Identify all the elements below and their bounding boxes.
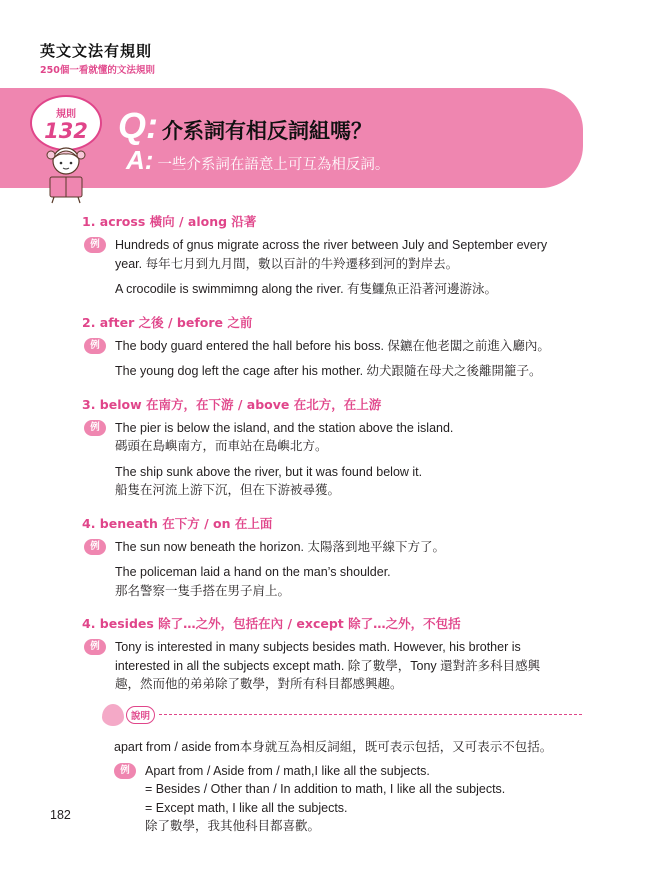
answer-text: 一些介系詞在語意上可互為相反詞。 (157, 157, 390, 173)
question-line (118, 105, 372, 147)
example-line: 那名警察一隻手搭在男子肩上。 (115, 583, 291, 598)
note-header (102, 702, 582, 728)
example-text (115, 419, 582, 456)
section-heading: 4. beneath 在下方 / on 在上面 (82, 515, 273, 531)
example-badge: 例 (84, 338, 106, 354)
example (84, 538, 582, 557)
rule-label: 規則 (56, 109, 76, 120)
example-text (145, 762, 582, 836)
droplet-icon (102, 704, 124, 726)
note-example (114, 762, 582, 836)
example-line: 趣，然而他的弟弟除了數學，對所有科目都感興趣。 (115, 677, 403, 691)
book-title: 英文文法有規則 (40, 42, 153, 60)
rule-badge (30, 95, 102, 151)
example-badge: 例 (84, 420, 106, 436)
example-line: The policeman laid a hand on the man’s shoulder. (115, 565, 391, 579)
example-line: The pier is below the island, and the station above the island. (115, 420, 454, 435)
example-line: 船隻在河流上游下沉，但在下游被尋獲。 (115, 483, 341, 497)
book-subtitle: 250個一看就懂的文法規則 (40, 65, 155, 76)
section (82, 514, 582, 601)
girl-reading-illustration (38, 145, 94, 205)
content (82, 212, 582, 850)
example-line: interested in all the subjects except math. 除了數學，Tony 還對許多科目感興 (115, 658, 541, 673)
example-line: 除了數學，我其他科目都喜歡。 (145, 819, 321, 833)
a-letter: A: (126, 145, 154, 175)
section (82, 212, 582, 299)
example-line: The body guard entered the hall before his boss. 保鑣在他老闆之前進入廳內。 (115, 338, 550, 353)
note-label: 說明 (126, 706, 155, 724)
example-line: The sun now beneath the horizon. 太陽落到地平線下方了。 (115, 539, 445, 554)
example-line: The ship sunk above the river, but it was found below it. (115, 464, 423, 479)
example (84, 236, 582, 273)
section-heading: 3. below 在南方，在下游 / above 在北方，在上游 (82, 396, 382, 412)
example-line: = Except math, I like all the subjects. (145, 800, 348, 815)
page-number: 182 (50, 808, 71, 822)
example-line: Apart from / Aside from / math,I like all the subjects. (145, 763, 430, 778)
example-line: Hundreds of gnus migrate across the river between July and September every (115, 238, 548, 252)
example-plain (115, 463, 582, 500)
example-text (115, 337, 582, 356)
example-line: Tony is interested in many subjects besides math. However, his brother is (115, 640, 521, 654)
answer-line (126, 145, 389, 176)
section-heading: 4. besides 除了…之外，包括在內 / except 除了…之外，不包括 (82, 616, 461, 631)
example-line: 碼頭在島嶼南方，而車站在島嶼北方。 (115, 439, 328, 453)
example-plain (115, 563, 582, 600)
section (82, 614, 582, 836)
example-plain: A crocodile is swimmimng along the river. 有隻鱷魚正沿著河邊游泳。 (115, 282, 498, 296)
example-text (115, 236, 582, 273)
example (84, 337, 582, 356)
example-badge: 例 (84, 639, 106, 655)
book-title-block (40, 40, 155, 76)
question-text: 介系詞有相反詞組嗎？ (162, 119, 372, 143)
section-heading: 2. after 之後 / before 之前 (82, 314, 253, 330)
rule-number: 132 (44, 119, 88, 143)
section (82, 395, 582, 500)
note-text: apart from / aside from本身就互為相反詞組，既可表示包括，又可表示不包括。 (114, 739, 553, 754)
example (84, 638, 582, 694)
example-badge: 例 (84, 539, 106, 555)
example-text (115, 538, 582, 557)
example-badge: 例 (114, 763, 136, 779)
example-plain: The young dog left the cage after his mother. 幼犬跟隨在母犬之後離開籠子。 (115, 364, 542, 378)
section-heading: 1. across 橫向 / along 沿著 (82, 214, 257, 229)
example (84, 419, 582, 456)
example-badge: 例 (84, 237, 106, 253)
section (82, 313, 582, 381)
example-text (115, 638, 582, 694)
note-divider (159, 714, 582, 715)
q-letter: Q: (118, 105, 158, 146)
example-line: = Besides / Other than / In addition to math, I like all the subjects. (145, 782, 506, 796)
example-line: year. 每年七月到九月間，數以百計的牛羚遷移到河的對岸去。 (115, 256, 459, 271)
